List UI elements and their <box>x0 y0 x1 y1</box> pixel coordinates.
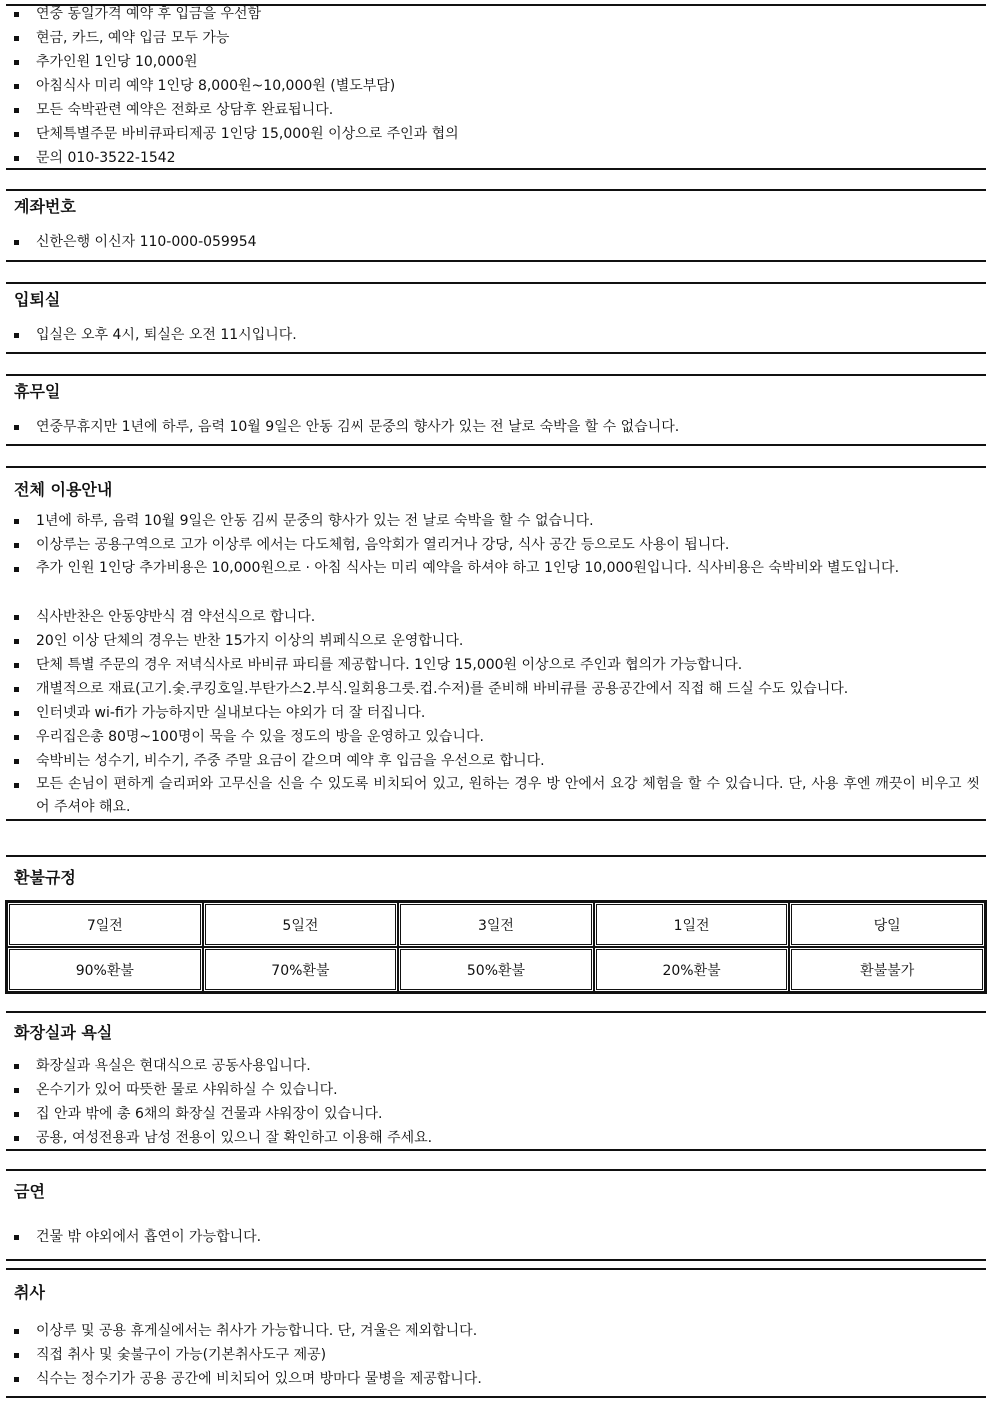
table-cell: 90%환불 <box>7 947 203 992</box>
table-header-cell: 1일전 <box>594 902 790 947</box>
list-item: 인터넷과 wi-fi가 가능하지만 실내보다는 야외가 더 잘 터집니다. <box>14 701 980 725</box>
list-item: 추가 인원 1인당 추가비용은 10,000원으로 · 아침 식사는 미리 예약을 하셔야 하고 1인당 10,000원입니다. 식사비용은 숙박비와 별도입니다. <box>14 557 980 580</box>
table-row <box>7 902 985 947</box>
table-header-cell: 당일 <box>789 902 985 947</box>
list-item: 추가인원 1인당 10,000원 <box>14 50 980 74</box>
divider <box>6 352 986 354</box>
divider <box>6 168 986 170</box>
list-item: 화장실과 욕실은 현대식으로 공동사용입니다. <box>14 1054 980 1078</box>
section-title-holiday: 휴무일 <box>14 382 61 401</box>
list-item: 공용, 여성전용과 남성 전용이 있으니 잘 확인하고 이용해 주세요. <box>14 1126 980 1150</box>
divider <box>6 855 986 857</box>
list-item: 현금, 카드, 예약 입금 모두 가능 <box>14 26 980 50</box>
table-header-cell: 5일전 <box>203 902 399 947</box>
list-item: 식수는 정수기가 공용 공간에 비치되어 있으며 방마다 물병을 제공합니다. <box>14 1367 980 1391</box>
divider <box>6 819 986 821</box>
divider <box>6 1259 986 1261</box>
section-title-cooking: 취사 <box>14 1283 45 1302</box>
table-header-cell: 3일전 <box>398 902 594 947</box>
table-cell: 20%환불 <box>594 947 790 992</box>
list-item: 식사반찬은 안동양반식 겸 약선식으로 합니다. <box>14 605 980 629</box>
divider <box>6 1268 986 1270</box>
divider <box>6 282 986 284</box>
section-title-smoking: 금연 <box>14 1182 45 1201</box>
section-title-account: 계좌번호 <box>14 197 76 216</box>
list-item: 단체 특별 주문의 경우 저녁식사로 바비큐 파티를 제공합니다. 1인당 15,000원 이상으로 주인과 협의가 가능합니다. <box>14 653 980 677</box>
list-item: 숙박비는 성수기, 비수기, 주중 주말 요금이 같으며 예약 후 입금을 우선으로 합니다. <box>14 749 980 773</box>
list-item: 연중무휴지만 1년에 하루, 음력 10월 9일은 안동 김씨 문중의 향사가 있는 전 날로 숙박을 할 수 없습니다. <box>14 415 980 439</box>
table-cell: 50%환불 <box>398 947 594 992</box>
table-header-cell: 7일전 <box>7 902 203 947</box>
table-cell: 70%환불 <box>203 947 399 992</box>
divider <box>6 1149 986 1151</box>
account-number: 신한은행 이신자 110-000-059954 <box>14 230 980 254</box>
divider <box>6 1011 986 1013</box>
list-item: 입실은 오후 4시, 퇴실은 오전 11시입니다. <box>14 323 980 347</box>
table-row <box>7 947 985 992</box>
divider <box>6 444 986 446</box>
list-item: 연중 동일가격 예약 후 입금을 우선함 <box>14 2 980 26</box>
section-title-guide: 전체 이용안내 <box>14 480 113 499</box>
divider <box>6 1396 986 1398</box>
list-item: 1년에 하루, 음력 10월 9일은 안동 김씨 문중의 향사가 있는 전 날로 숙박을 할 수 없습니다. <box>14 509 980 533</box>
list-item: 모든 손님이 편하게 슬리퍼와 고무신을 신을 수 있도록 비치되어 있고, 원하는 경우 방 안에서 요강 체험을 할 수 있습니다. 단, 사용 후엔 깨끗이 비우고 씻어 주셔야 해요. <box>14 773 980 819</box>
refund-table <box>5 900 987 994</box>
divider <box>6 260 986 262</box>
divider <box>6 374 986 376</box>
list-item: 20인 이상 단체의 경우는 반찬 15가지 이상의 뷔페식으로 운영합니다. <box>14 629 980 653</box>
section-title-refund: 환불규정 <box>14 868 76 887</box>
list-item: 이상루는 공용구역으로 고가 이상루 에서는 다도체험, 음악회가 열리거나 강당, 식사 공간 등으로도 사용이 됩니다. <box>14 533 980 557</box>
phone-inquiry: 문의 010-3522-1542 <box>14 146 980 170</box>
list-item: 단체특별주문 바비큐파티제공 1인당 15,000원 이상으로 주인과 협의 <box>14 122 980 146</box>
section-title-checkin: 입퇴실 <box>14 290 61 309</box>
divider <box>6 466 986 468</box>
divider <box>6 1169 986 1171</box>
divider <box>6 189 986 191</box>
list-item: 이상루 및 공용 휴게실에서는 취사가 가능합니다. 단, 겨울은 제외합니다. <box>14 1319 980 1343</box>
section-title-bathroom: 화장실과 욕실 <box>14 1023 113 1042</box>
list-item: 온수기가 있어 따뜻한 물로 샤워하실 수 있습니다. <box>14 1078 980 1102</box>
list-item: 직접 취사 및 숯불구이 가능(기본취사도구 제공) <box>14 1343 980 1367</box>
list-item: 모든 숙박관련 예약은 전화로 상담후 완료됩니다. <box>14 98 980 122</box>
list-item: 개별적으로 재료(고기.숯.쿠킹호일.부탄가스2.부식.일회용그릇.컵.수저)를 준비해 바비큐를 공용공간에서 직접 해 드실 수도 있습니다. <box>14 677 980 701</box>
list-item: 건물 밖 야외에서 흡연이 가능합니다. <box>14 1225 980 1249</box>
list-item: 아침식사 미리 예약 1인당 8,000원~10,000원 (별도부담) <box>14 74 980 98</box>
list-item: 우리집은총 80명~100명이 묵을 수 있을 정도의 방을 운영하고 있습니다. <box>14 725 980 749</box>
table-cell: 환불불가 <box>789 947 985 992</box>
list-item: 집 안과 밖에 총 6채의 화장실 건물과 샤워장이 있습니다. <box>14 1102 980 1126</box>
